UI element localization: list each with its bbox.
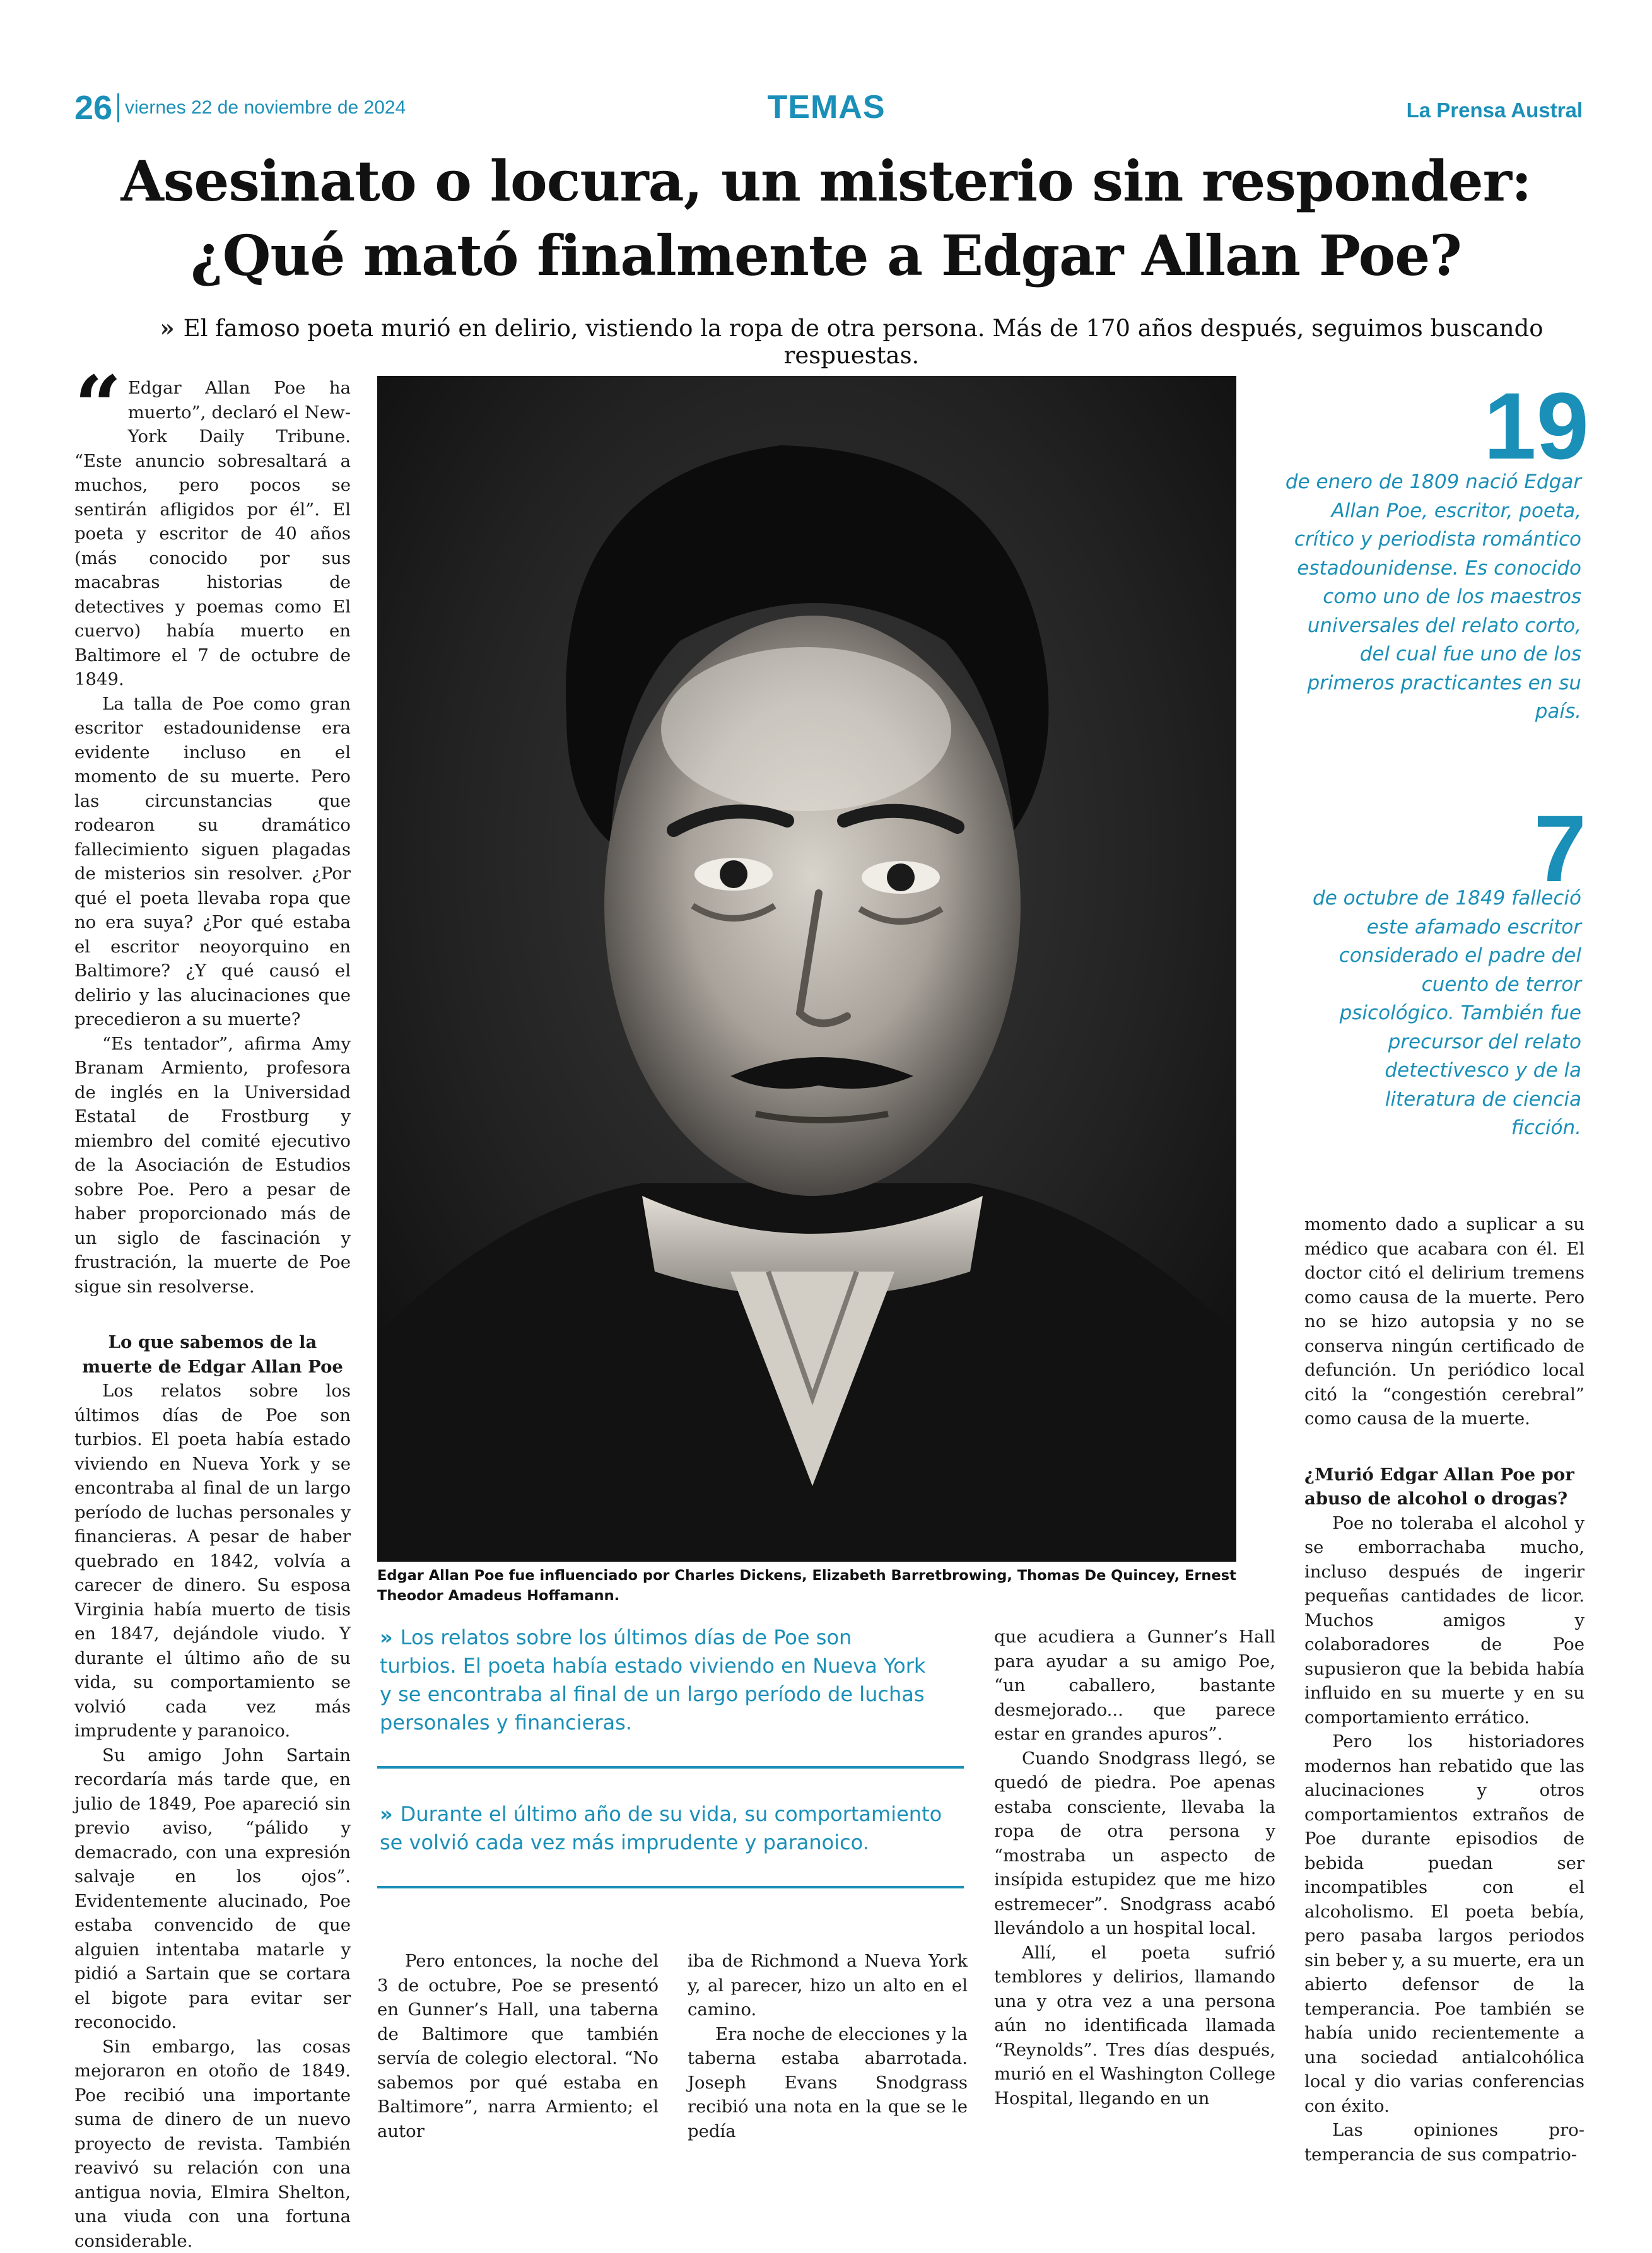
fact-number-death: 7 <box>1534 801 1586 896</box>
body-paragraph: Era noche de elecciones y la taberna estaba abarrotada. Joseph Evans Snodgrass recibió una nota en la que se le pedía <box>688 2022 968 2144</box>
fact-number-birth: 19 <box>1484 378 1589 473</box>
double-chevron-icon: » <box>380 1802 393 1826</box>
section-subhead: ¿Murió Edgar Allan Poe por abuso de alcohol o drogas? <box>1304 1463 1585 1511</box>
pull-quote-1: » Los relatos sobre los últimos días de Poe son turbios. El poeta había estado viviendo en Nueva York y se encontraba al final de un largo período de luchas personales y financieras. <box>380 1624 935 1737</box>
pull-quote-divider <box>377 1886 964 1888</box>
body-paragraph: Las opiniones pro-temperancia de sus compatrio- <box>1304 2118 1585 2167</box>
deck-text: El famoso poeta murió en delirio, vistiendo la ropa de otra persona. Más de 170 años después, seguimos buscando respuestas. <box>184 315 1544 369</box>
body-paragraph: “Es tentador”, afirma Amy Branam Armiento, profesora de inglés en la Universidad Estatal de Frostburg y miembro del comité ejecutivo de la Asociación de Estudios sobre Poe. Pero a pesar de haber proporcionado más de un siglo de fascinación y frustración, la muerte de Poe sigue sin resolverse. <box>74 1032 351 1299</box>
fact-text-birth: de enero de 1809 nació Edgar Allan Poe, escritor, poeta, crítico y periodista romántico estadounidense. Es conocido como uno de los maestros universales del relato corto, del cual fue uno de los primeros practicantes en su país. <box>1285 468 1581 727</box>
photo-caption: Edgar Allan Poe fue influenciado por Charles Dickens, Elizabeth Barretbrowing, Thomas De Quincey, Ernest Theodor Amadeus Hoffamann. <box>377 1565 1236 1606</box>
body-paragraph: La talla de Poe como gran escritor estadounidense era evidente incluso en el momento de su muerte. Pero las circunstancias que rodearon su dramático fallecimiento siguen plagadas de misterios sin resolver. ¿Por qué el poeta llevaba ropa que no era suya? ¿Por qué estaba el escritor neoyorquino en Baltimore? ¿Y qué causó el delirio y las alucinaciones que precedieron a su muerte? <box>74 692 351 1032</box>
body-paragraph: Los relatos sobre los últimos días de Poe son turbios. El poeta había estado viviendo en Nueva York y se encontraba al final de un largo período de luchas personales y financieras. A pesar de haber quebrado en 1842, volvía a carecer de dinero. Su esposa Virginia había muerto de tisis en 1847, dejándole viudo. Y durante el último año de su vida, su comportamiento se volvió cada vez más imprudente y paranoico. <box>74 1379 351 1743</box>
article-column-2 <box>377 1949 659 2143</box>
article-column-3 <box>688 1949 968 2143</box>
body-paragraph: momento dado a suplicar a su médico que acabara con él. El doctor citó el delirium tremens como causa de la muerte. Pero no se hizo autopsia y no se conserva ningún certificado de defunción. Un periódico local citó la “congestión cerebral” como causa de la muerte. <box>1304 1212 1585 1431</box>
headline-line-1: Asesinato o locura, un misterio sin responder: <box>63 144 1589 218</box>
body-paragraph: iba de Richmond a Nueva York y, al parecer, hizo un alto en el camino. <box>688 1949 968 2022</box>
headline-line-2: ¿Qué mató finalmente a Edgar Allan Poe? <box>63 218 1589 293</box>
article-column-4 <box>994 1625 1275 2110</box>
body-paragraph: Pero entonces, la noche del 3 de octubre, Poe se presentó en Gunner’s Hall, una taberna de Baltimore que también servía de colegio electoral. “No sabemos por qué estaba en Baltimore”, narra Armiento; el autor <box>377 1949 659 2143</box>
issue-date: viernes 22 de noviembre de 2024 <box>125 97 406 119</box>
body-paragraph: Pero los historiadores modernos han rebatido que las alucinaciones y otros comportamientos extraños de Poe durante episodios de bebida puedan ser incompatibles con el alcoholismo. El poeta bebía, pero pasaba largos periodos sin beber y, a su muerte, era un abierto defensor de la temperancia. Poe también se había unido recientemente a una sociedad antialcohólica local y dio varias conferencias con éxito. <box>1304 1729 1585 2118</box>
pull-quote-2: » Durante el último año de su vida, su comportamiento se volvió cada vez más imprudente y paranoico. <box>380 1800 966 1857</box>
double-chevron-icon: » <box>160 314 174 342</box>
body-paragraph: Su amigo John Sartain recordaría más tarde que, en julio de 1849, Poe apareció sin previo aviso, “pálido y demacrado, con una expresión salvaje en los ojos”. Evidentemente alucinado, Poe estaba convencido de que alguien intentaba matarle y pidió a Sartain que se cortara el bigote para evitar ser reconocido. <box>74 1743 351 2035</box>
body-paragraph: Cuando Snodgrass llegó, se quedó de piedra. Poe apenas estaba consciente, llevaba la ropa de otra persona y “mostraba un aspecto de insípida estupidez que me hizo estremecer”. Snodgrass acabó llevándolo a un hospital local. <box>994 1747 1275 1941</box>
article-column-5 <box>1304 1212 1585 2167</box>
open-quote-icon: “ <box>74 376 122 426</box>
double-chevron-icon: » <box>380 1625 393 1649</box>
pull-quote-divider <box>377 1766 964 1769</box>
fact-text-death: de octubre de 1849 falleció este afamado escritor considerado el padre del cuento de terror psicológico. También fue precursor del relato detectivesco y de la literatura de ciencia ficción. <box>1310 884 1581 1143</box>
body-paragraph: Poe no toleraba el alcohol y se emborrachaba mucho, incluso después de ingerir pequeñas cantidades de licor. Muchos amigos y colaboradores de Poe supusieron que la bebida había influido en su muerte y en su comportamiento errático. <box>1304 1511 1585 1730</box>
headline <box>63 144 1589 293</box>
body-paragraph: que acudiera a Gunner’s Hall para ayudar a su amigo Poe, “un caballero, bastante desmejorado... que parece estar en grandes apuros”. <box>994 1625 1275 1747</box>
page-number: 26 <box>74 88 112 127</box>
portrait-photo <box>377 376 1236 1562</box>
publication-name: La Prensa Austral <box>1407 98 1583 122</box>
portrait-image <box>377 376 1236 1562</box>
body-paragraph: Sin embargo, las cosas mejoraron en otoño de 1849. Poe recibió una importante suma de dinero de un nuevo proyecto de revista. También reavivó su relación con una antigua novia, Elmira Shelton, una viuda con una fortuna considerable. <box>74 2035 351 2253</box>
section-subhead: Lo que sabemos de la muerte de Edgar Allan Poe <box>74 1330 351 1379</box>
body-paragraph: Allí, el poeta sufrió temblores y delirios, llamando una y otra vez a una persona aún no identificada llamada “Reynolds”. Tres días después, murió en el Washington College Hospital, llegando en un <box>994 1941 1275 2111</box>
lead-paragraph: “ Edgar Allan Poe ha muerto”, declaró el New-York Daily Tribune. “Este anuncio sobresaltará a muchos, pero pocos se sentirán afligidos por él”. El poeta y escritor de 40 años (más conocido por sus macabras historias de detectives y poemas como El cuervo) había muerto en Baltimore el 7 de octubre de 1849. <box>74 376 351 692</box>
deck <box>126 314 1577 369</box>
section-name: TEMAS <box>700 88 952 126</box>
article-column-1 <box>74 376 351 2253</box>
header-divider <box>117 93 119 122</box>
